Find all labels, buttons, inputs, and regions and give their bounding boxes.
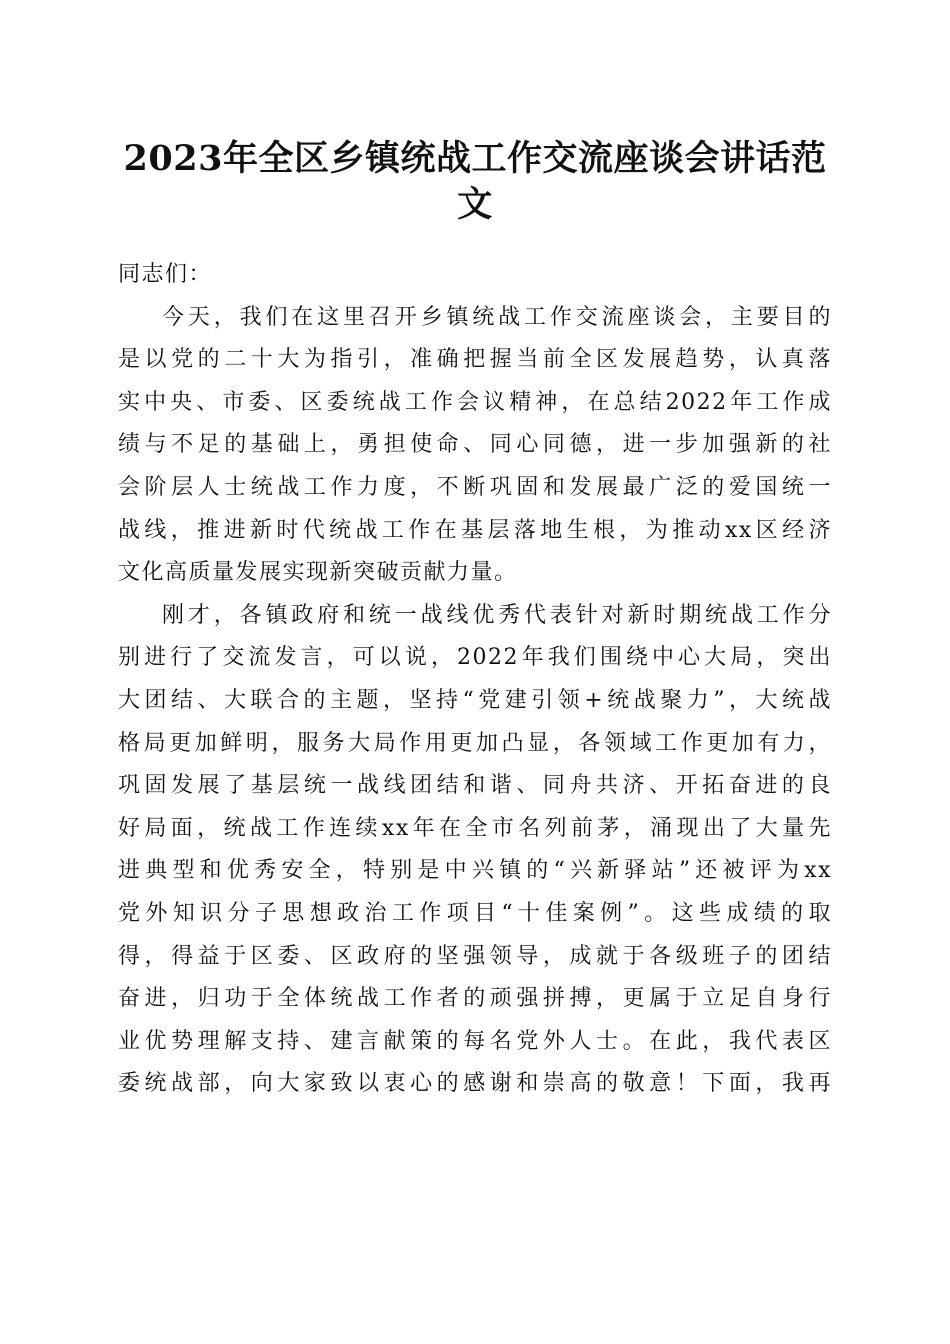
paragraph-line: 刚才，各镇政府和统一战线优秀代表针对新时期统战工作分 [162, 602, 832, 628]
paragraph-line: 党外知识分子思想政治工作项目“十佳案例”。这些成绩的取 [118, 900, 832, 926]
title-line-1: 2023年全区乡镇统战工作交流座谈会讲话范 [123, 138, 827, 179]
paragraph-line: 好局面，统战工作连续xx年在全市名列前茅，涌现出了大量先 [118, 815, 832, 841]
paragraph-line: 今天，我们在这里召开乡镇统战工作交流座谈会，主要目的 [162, 304, 832, 330]
paragraph-line: 业优势理解支持、建言献策的每名党外人士。在此，我代表区 [118, 1028, 832, 1054]
paragraph-line: 奋进，归功于全体统战工作者的顽强拼搏，更属于立足自身行 [118, 986, 832, 1012]
paragraph-line: 实中央、市委、区委统战工作会议精神，在总结2022年工作成 [118, 389, 832, 415]
paragraph-line: 得，得益于区委、区政府的坚强领导，成就于各级班子的团结 [118, 943, 832, 969]
paragraph-line: 格局更加鲜明，服务大局作用更加凸显，各领域工作更加有力， [118, 730, 832, 756]
paragraph-line: 委统战部，向大家致以衷心的感谢和崇高的敬意！下面，我再 [118, 1071, 832, 1097]
paragraph-line: 进典型和优秀安全，特别是中兴镇的“兴新驿站”还被评为xx [118, 858, 832, 884]
paragraph-line: 绩与不足的基础上，勇担使命、同心同德，进一步加强新的社 [118, 432, 832, 458]
document-title [118, 136, 832, 228]
paragraph-1 [118, 297, 832, 595]
paragraph-line: 别进行了交流发言，可以说，2022年我们围绕中心大局，突出 [118, 645, 832, 671]
paragraph-line: 大团结、大联合的主题，坚持“党建引领+统战聚力”，大统战 [118, 687, 832, 713]
document-body [118, 254, 832, 1106]
paragraph-line: 是以党的二十大为指引，准确把握当前全区发展趋势，认真落 [118, 347, 832, 373]
title-line-2: 文 [457, 184, 493, 225]
paragraph-line: 会阶层人士统战工作力度，不断巩固和发展最广泛的爱国统一 [118, 474, 832, 500]
greeting: 同志们： [118, 262, 213, 287]
paragraph-2 [118, 595, 832, 1106]
paragraph-line: 文化高质量发展实现新突破贡献力量。 [118, 560, 518, 586]
paragraph-line: 战线，推进新时代统战工作在基层落地生根，为推动xx区经济 [118, 517, 832, 543]
paragraph-line: 巩固发展了基层统一战线团结和谐、同舟共济、开拓奋进的良 [118, 773, 832, 799]
